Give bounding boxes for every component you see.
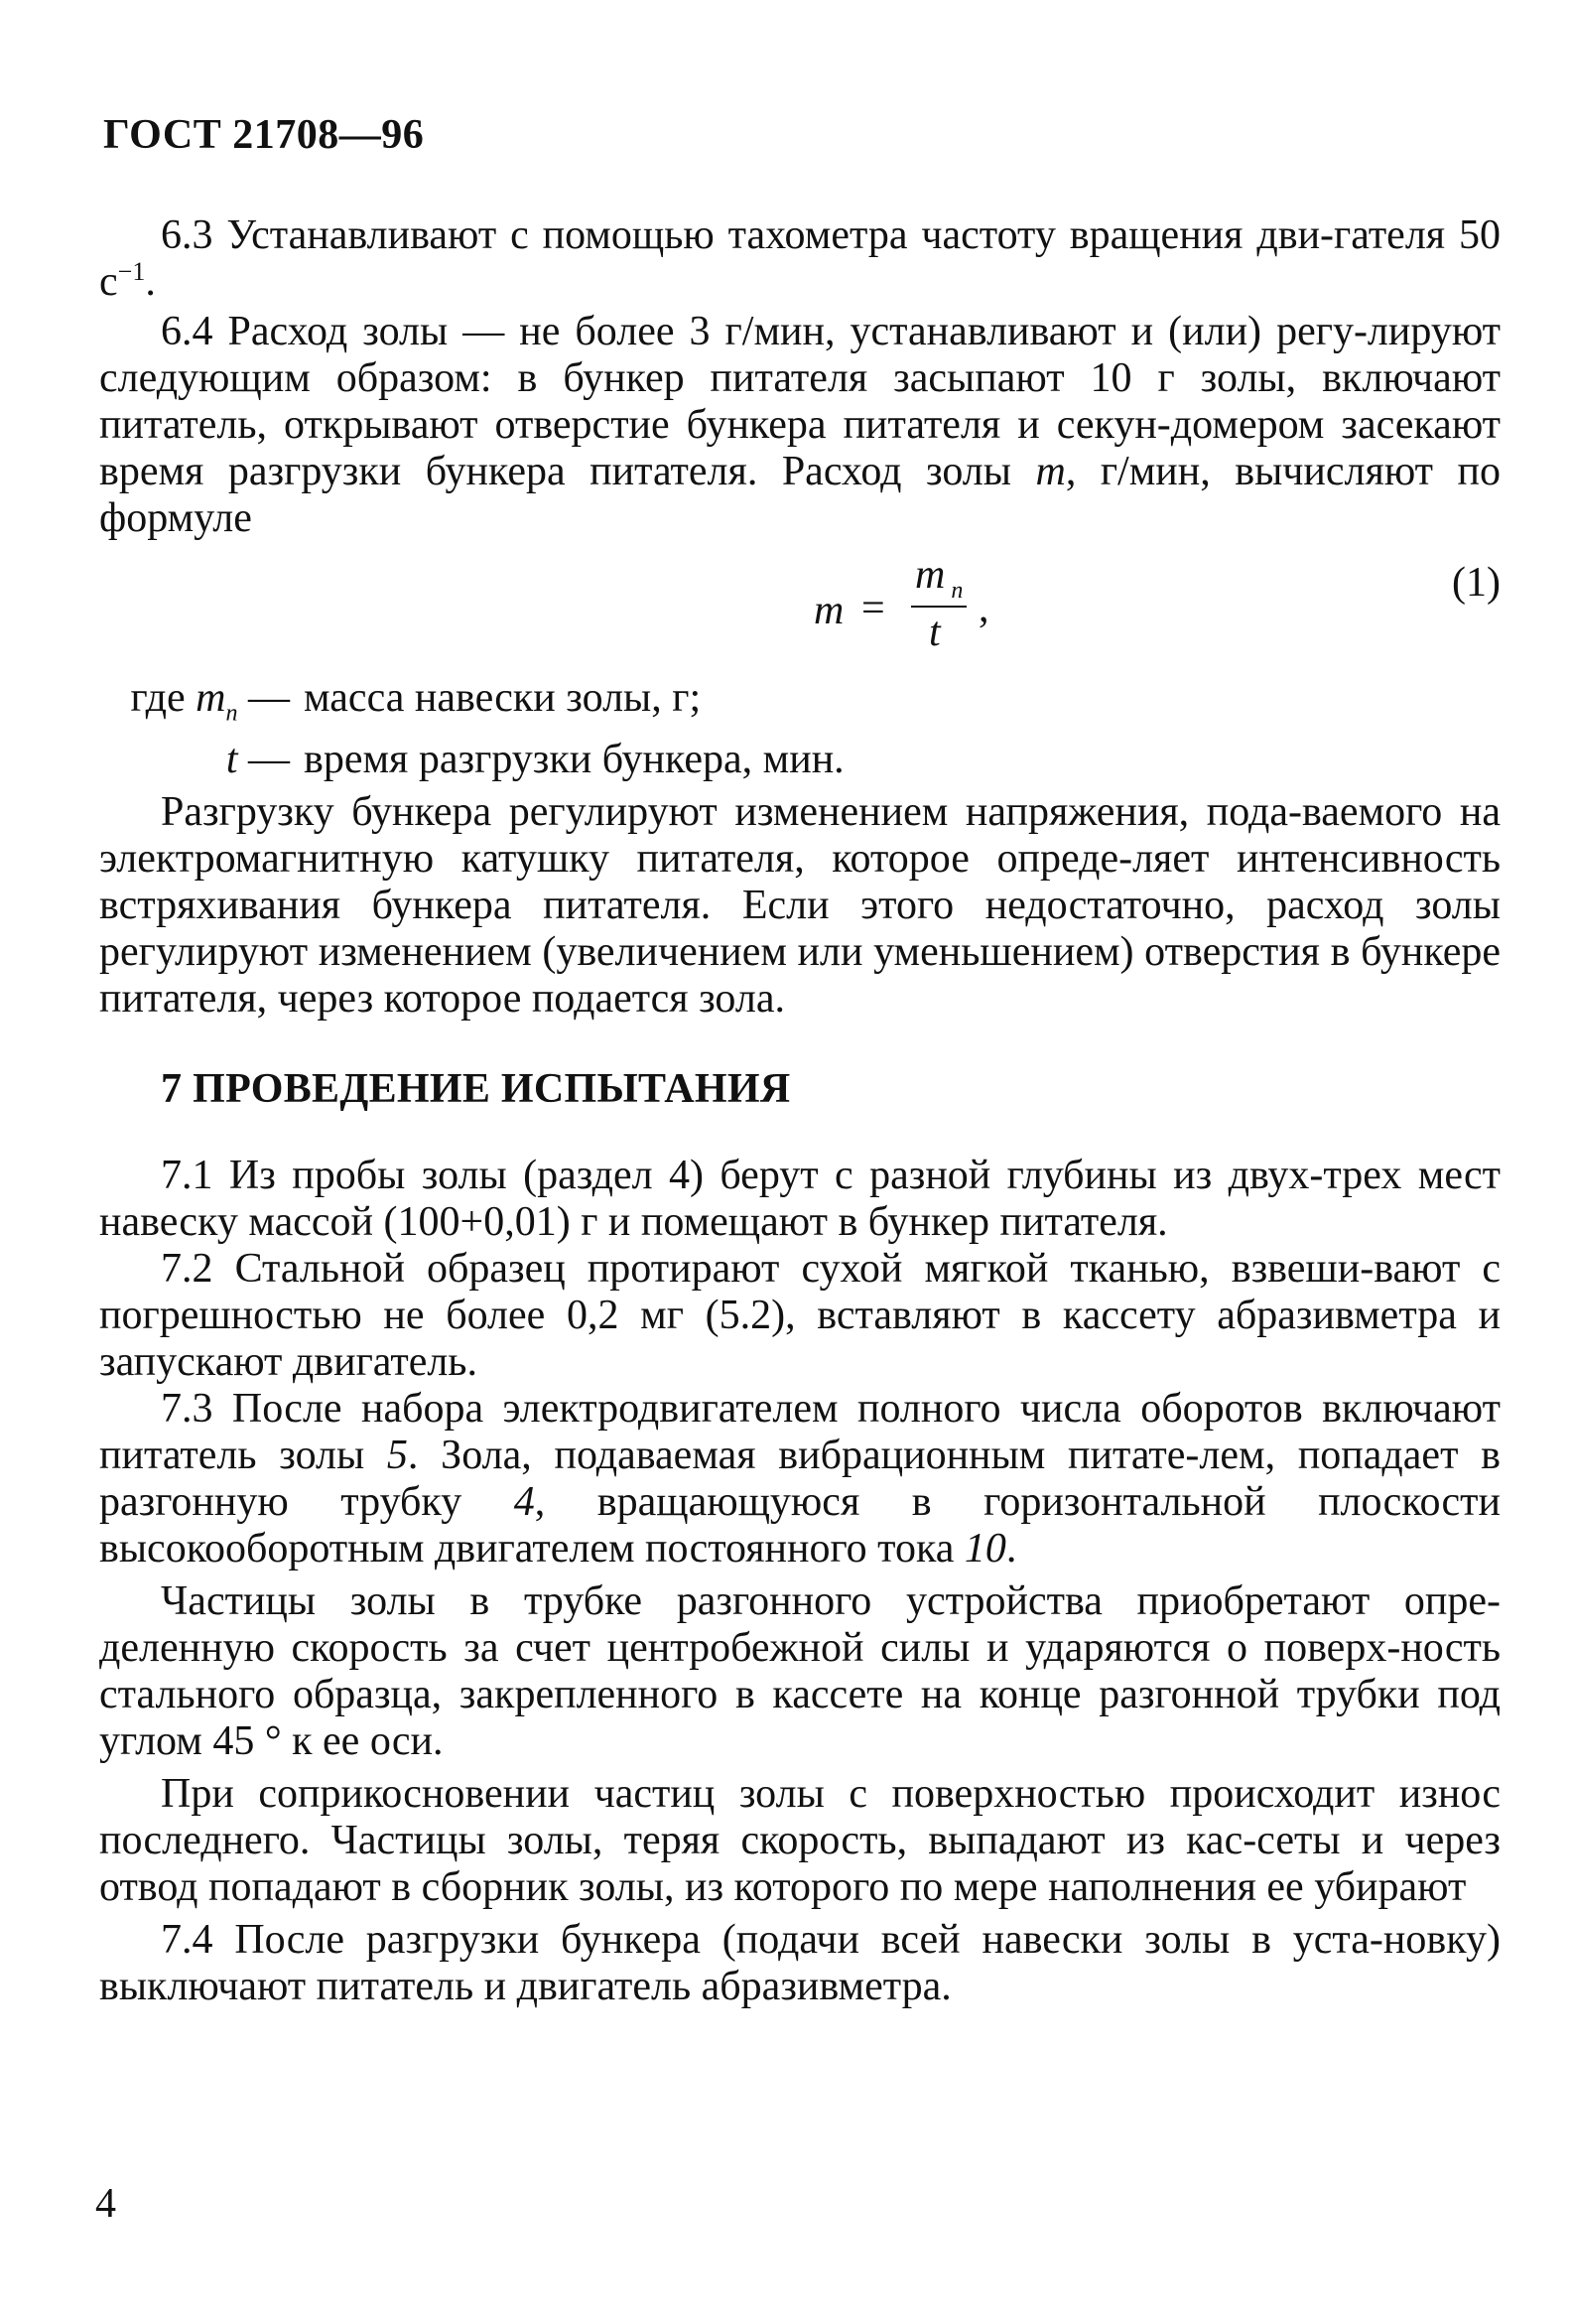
paragraph-7-3-wear: При соприкосновении частиц золы с поверхностью происходит износ последнего. Частицы золы, теряя скорость, выпадают из кас-сеты и через отвод попадают в сборник золы, из которого по мере наполнения ее убирают — [99, 1771, 1501, 1911]
figure-ref: 4 — [513, 1479, 535, 1526]
paragraph-7-3-continued: Частицы золы в трубке разгонного устройства приобретают опре-деленную скорость за счет центробежной силы и ударяются о поверх-ность стального образца, закрепленного в кассете на конце разгонной трубки под углом 45 ° к ее оси. — [99, 1578, 1501, 1765]
legend-symbol: t — [225, 737, 238, 783]
paragraph-7-2: 7.2 Стальной образец протирают сухой мягкой тканью, взвеши-вают с погрешностью не более 0,2 мг (5.2), вставляют в кассету абразивметра и запускают двигатель. — [99, 1246, 1501, 1386]
legend-definition: масса навески золы, г; — [304, 675, 702, 721]
formula-comma: , — [979, 586, 989, 631]
section-title: 7 ПРОВЕДЕНИЕ ИСПЫТАНИЯ — [161, 1066, 791, 1113]
formula-lhs: m — [814, 588, 845, 633]
formula — [715, 552, 1012, 671]
formula-number: (1) — [1452, 560, 1501, 606]
formula-numerator: m $_n$ — [915, 552, 964, 604]
fraction-bar — [911, 606, 967, 608]
legend-lead: где — [130, 675, 186, 721]
paragraph-7-3: 7.3 После набора электродвигателем полного числа оборотов включают питатель золы 5. Зола, подаваемая вибрационным питате-лем, попадает в разгонную трубку 4, вращающуюся в горизонтальной плоскости высокооборотным двигателем постоянного тока 10. — [99, 1386, 1501, 1572]
formula-block — [99, 552, 1501, 671]
legend-row: где $m_n$ — масса навески золы, г; — [99, 675, 1501, 737]
formula-fraction — [903, 552, 973, 671]
legend-symbol: m — [196, 675, 226, 721]
paragraph-6-4: 6.4 Расход золы — не более 3 г/мин, устанавливают и (или) регу-лируют следующим образом: в бункер питателя засыпают 10 г золы, включают питатель, открывают отверстие бункера питателя и секун-домером засекают время разгрузки бункера питателя. Расход золы m, г/мин, вычисляют по формуле — [99, 309, 1501, 541]
document-body — [99, 199, 1501, 2010]
legend-row: t — время разгрузки бункера, мин. — [99, 737, 1501, 783]
formula-legend — [99, 675, 1501, 783]
formula-equals: = — [861, 586, 885, 631]
figure-ref: 5 — [386, 1433, 408, 1479]
variable-m: m — [1035, 449, 1066, 494]
document-header: ГОСТ 21708—96 — [103, 112, 425, 158]
page-number: 4 — [95, 2181, 116, 2227]
paragraph-6-4-continued: Разгрузку бункера регулируют изменением напряжения, пода-ваемого на электромагнитную катушку питателя, которое опреде-ляет интенсивность встряхивания бункера питателя. Если этого недостаточно, расход золы регулируют изменением (увеличением или уменьшением) отверстия в бункере питателя, через которое подается зола. — [99, 789, 1501, 1023]
figure-ref: 10 — [964, 1526, 1006, 1572]
legend-definition: время разгрузки бункера, мин. — [304, 737, 845, 783]
formula-denominator: t — [929, 610, 941, 655]
paragraph-7-4: 7.4 После разгрузки бункера (подачи всей навески золы в уста-новку) выключают питатель и двигатель абразивметра. — [99, 1917, 1501, 2010]
exponent: −1 — [117, 257, 146, 286]
paragraph-7-1: 7.1 Из пробы золы (раздел 4) берут с разной глубины из двух-трех мест навеску массой (100+0,01) г и помещают в бункер питателя. — [99, 1153, 1501, 1246]
paragraph-6-3: 6.3 Устанавливают с помощью тахометра частоту вращения дви-гателя 50 $с^{-1}$. — [99, 212, 1501, 305]
